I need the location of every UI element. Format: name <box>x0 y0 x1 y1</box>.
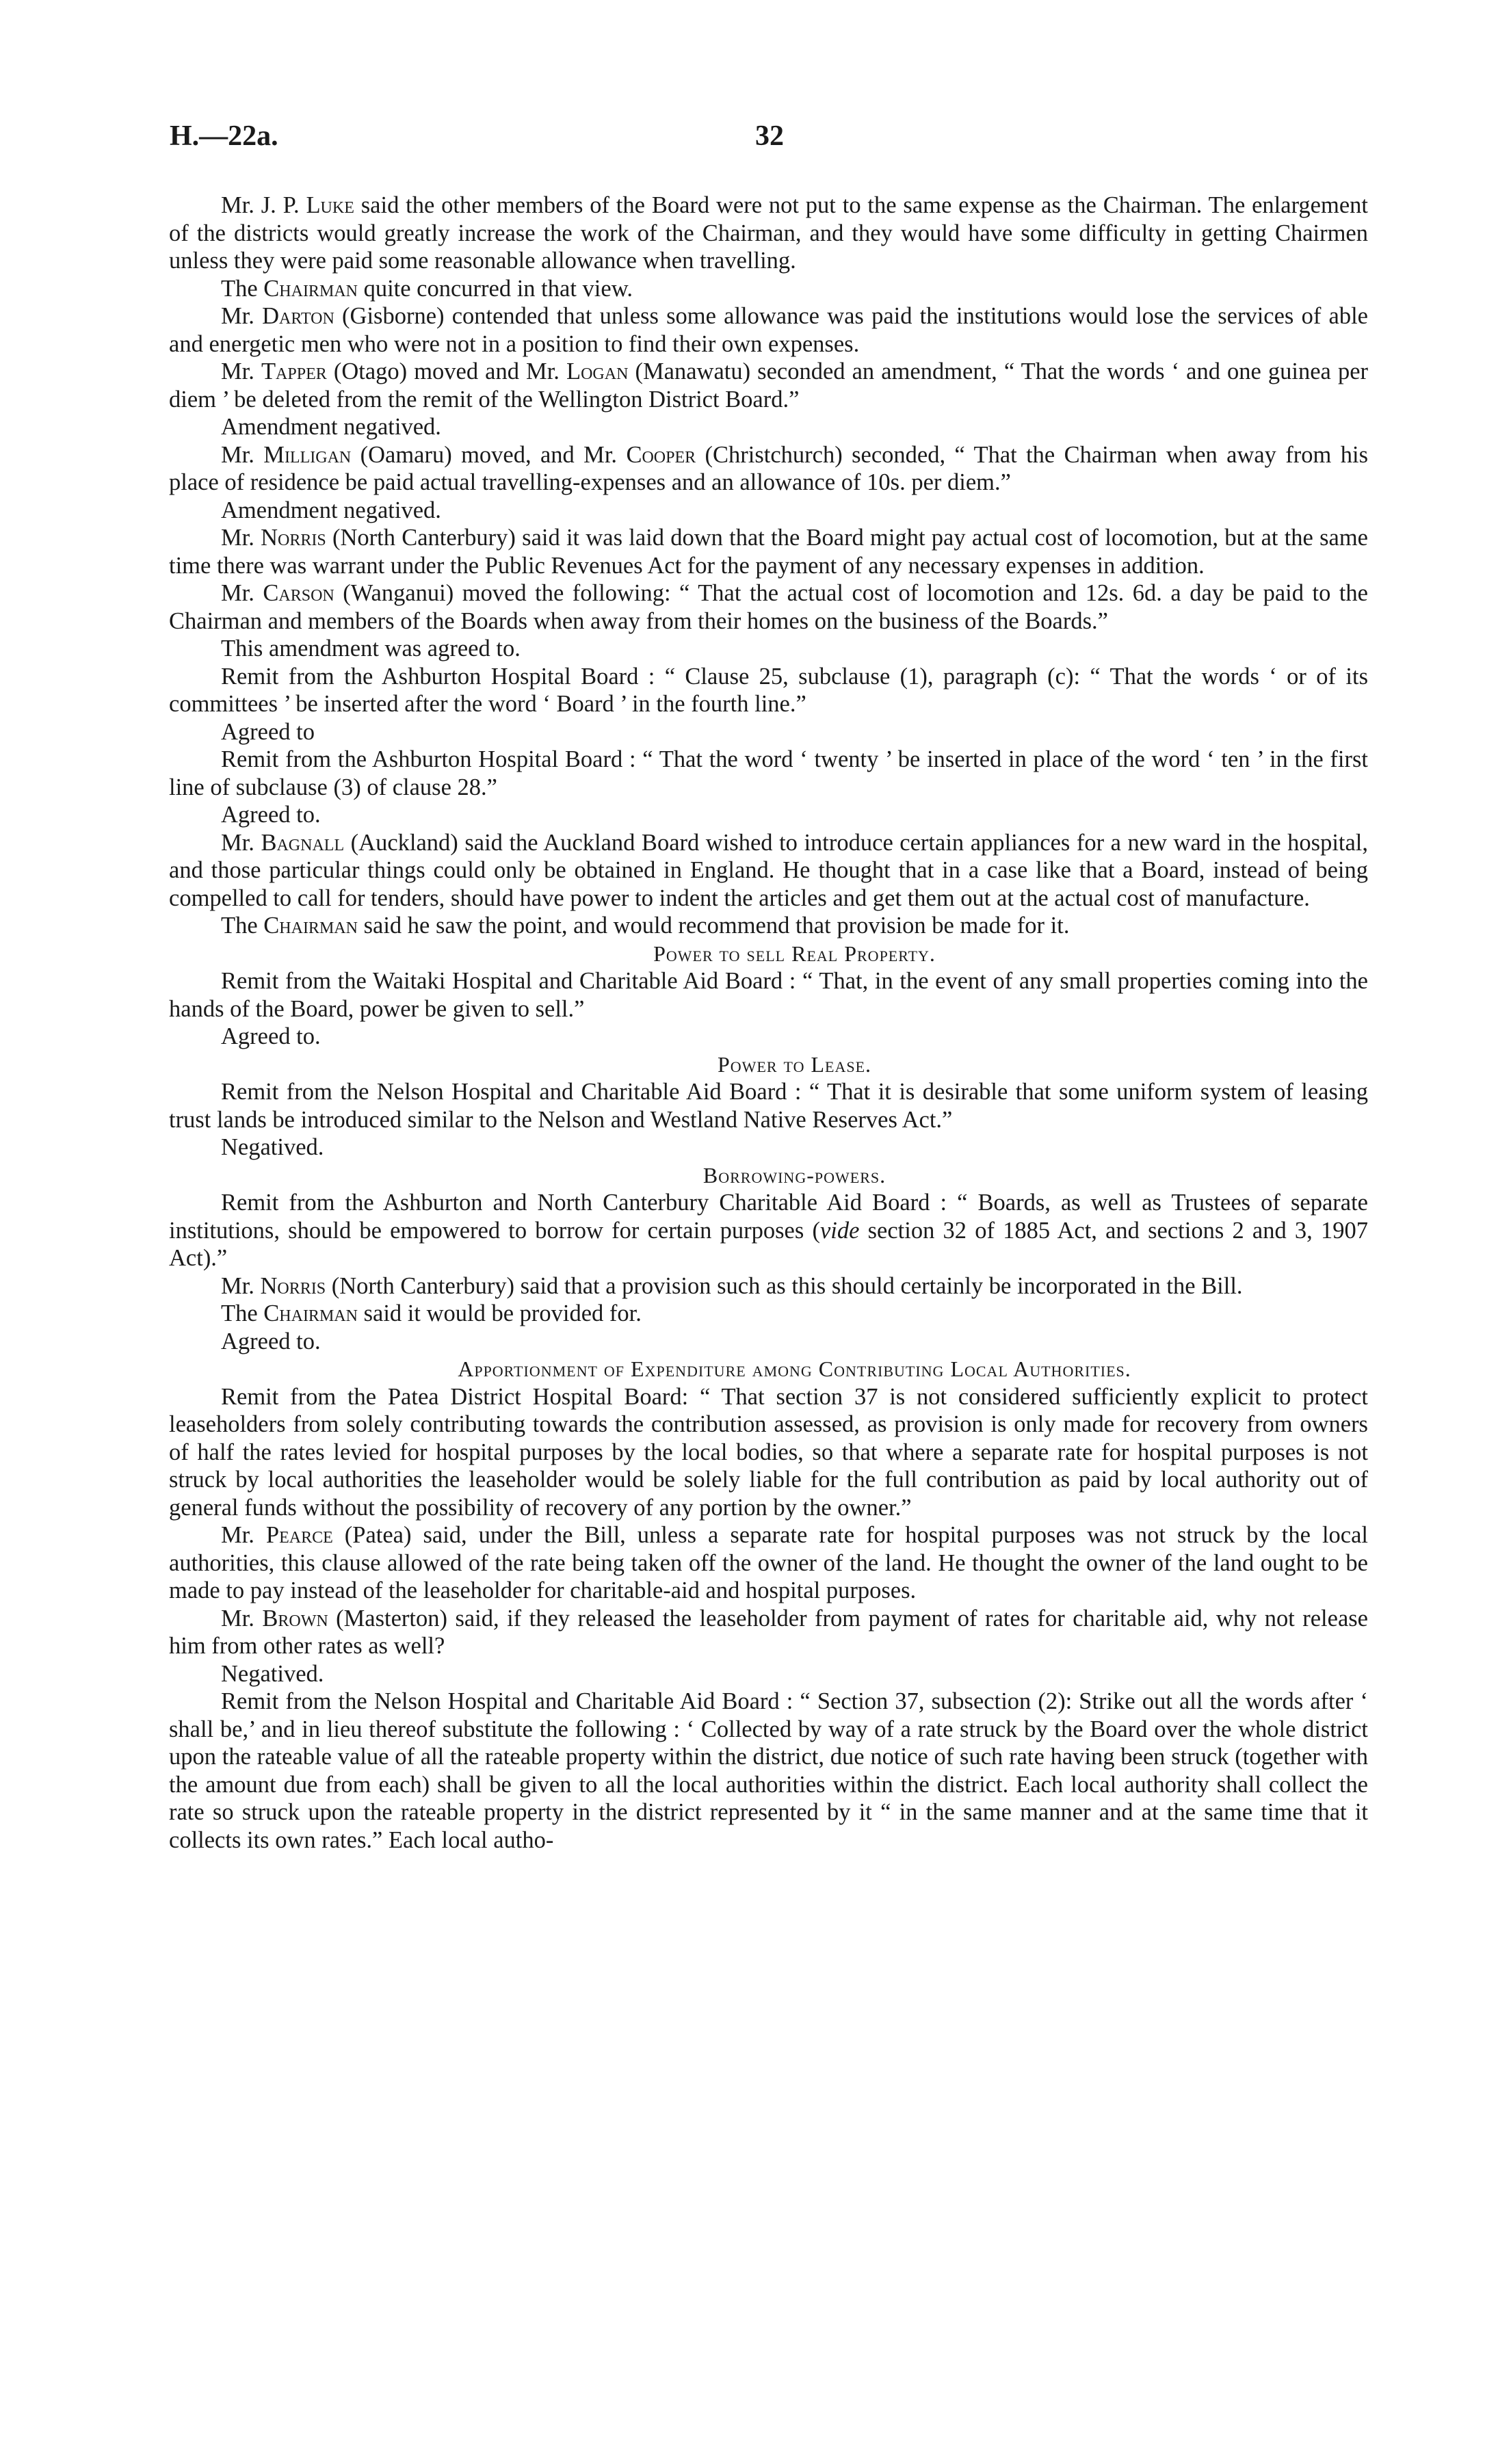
paragraph: Mr. Milligan (Oamaru) moved, and Mr. Cooper (Christchurch) seconded, “ That the Chairman when away from his place of residence be paid actual travelling-expenses and an allowance of 10s. per diem.” <box>169 441 1368 495</box>
paragraph: Mr. Norris (North Canterbury) said that a provision such as this should certainly be incorporated in the Bill. <box>221 1272 1243 1299</box>
paragraph: Mr. Carson (Wanganui) moved the following: “ That the actual cost of locomotion and 12s. 6d. a day be paid to the Chairman and members of the Boards when away from their homes on the business of the Boards.” <box>169 580 1368 634</box>
paragraph: Negatived. <box>221 1134 324 1160</box>
paragraph: Agreed to. <box>221 1328 321 1354</box>
paragraph: Mr. Norris (North Canterbury) said it was laid down that the Board might pay actual cost of locomotion, but at the same time there was warrant under the Public Revenues Act for the payment of any necessary expenses in addition. <box>169 525 1368 579</box>
paragraph: Mr. Darton (Gisborne) contended that unless some allowance was paid the institutions would lose the services of able and energetic men who were not in a position to find their own expenses. <box>169 303 1368 357</box>
paragraph: Remit from the Nelson Hospital and Charitable Aid Board : “ That it is desirable that some uniform system of leasing trust lands be introduced similar to the Nelson and Westland Native Reserves Act.” <box>169 1079 1368 1133</box>
document-body <box>169 192 1368 1854</box>
section-heading: Apportionment of Expenditure among Contributing Local Authorities. <box>458 1356 1131 1381</box>
paragraph: This amendment was agreed to. <box>221 635 521 661</box>
section-heading: Power to Lease. <box>717 1051 872 1077</box>
paragraph: Remit from the Ashburton and North Canterbury Charitable Aid Board : “ Boards, as well as Trustees of separate institutions, should be empowered to borrow for certain purposes (vide section 32 of 1885 Act, and sections 2 and 3, 1907 Act).” <box>169 1190 1368 1271</box>
paragraph: Mr. Bagnall (Auckland) said the Auckland Board wished to introduce certain appliances for a new ward in the hospital, and those particular things could only be obtained in England. He thought that in a case like that a Board, instead of being compelled to call for tenders, should have power to indent the articles and get them out at the actual cost of manufacture. <box>169 829 1369 911</box>
paragraph: Amendment negatived. <box>221 414 441 440</box>
section-heading: Borrowing-powers. <box>702 1162 886 1188</box>
paragraph: Remit from the Waitaki Hospital and Charitable Aid Board : “ That, in the event of any small properties coming into the hands of the Board, power be given to sell.” <box>169 968 1368 1022</box>
paragraph: Remit from the Ashburton Hospital Board : “ Clause 25, subclause (1), paragraph (c): “ That the words ‘ or of its committees ’ be inserted after the word ‘ Board ’ in the fourth line.” <box>169 663 1368 717</box>
paragraph: Remit from the Patea District Hospital Board: “ That section 37 is not considered sufficiently explicit to protect leaseholders from solely contributing towards the contribution assessed, as provision is only made for recovery from owners of half the rates levied for hospital purposes by the local bodies, so that where a separate rate for hospital purposes is not struck by local authorities the leaseholder would be solely liable for the full contribution as paid by local authority out of general funds without the possibility of recovery of any portion by the owner.” <box>169 1383 1368 1521</box>
section-heading: Power to sell Real Property. <box>653 941 936 966</box>
paragraph: Agreed to. <box>221 1023 321 1049</box>
document-reference: H.—22a. <box>170 120 278 152</box>
paragraph: Mr. Pearce (Patea) said, under the Bill, unless a separate rate for hospital purposes was not struck by the local authorities, this clause allowed of the rate being taken off the owner of the land. He thought the owner of the land ought to be made to pay instead of the leaseholder for charitable-aid and hospital purposes. <box>169 1522 1368 1603</box>
paragraph: Mr. Brown (Masterton) said, if they released the leaseholder from payment of rates for charitable aid, why not release him from other rates as well? <box>169 1605 1368 1659</box>
paragraph: Remit from the Nelson Hospital and Charitable Aid Board : “ Section 37, subsection (2): Strike out all the words after ‘ shall be,’ and in lieu thereof substitute the following : ‘ Collected by way of a rate struck by the Board over the whole district upon the rateable value of all the rateable property within the district, due notice of such rate having been struck (together with the amount due from each) shall be given to all the local authorities within the district. Each local authority shall collect the rate so struck upon the rateable property in the district represented by it “ in the same manner and at the same time that it collects its own rates.” Each local autho- <box>169 1688 1368 1853</box>
paragraph: Agreed to. <box>221 802 321 828</box>
paragraph: Agreed to <box>221 718 315 745</box>
paragraph: The Chairman quite concurred in that view. <box>221 275 633 302</box>
page-number: 32 <box>755 120 784 152</box>
paragraph: Negatived. <box>221 1660 324 1687</box>
page-header <box>170 120 1341 161</box>
paragraph: Mr. Tapper (Otago) moved and Mr. Logan (Manawatu) seconded an amendment, “ That the words ‘ and one guinea per diem ’ be deleted from the remit of the Wellington District Board.” <box>169 358 1368 412</box>
paragraph: The Chairman said he saw the point, and would recommend that provision be made for it. <box>221 913 1070 939</box>
paragraph: Amendment negatived. <box>221 497 441 523</box>
paragraph: The Chairman said it would be provided for. <box>221 1300 642 1326</box>
paragraph: Mr. J. P. Luke said the other members of the Board were not put to the same expense as the Chairman. The enlargement of the districts would greatly increase the work of the Chairman, and they would have some difficulty in getting Chairmen unless they were paid some reasonable allowance when travelling. <box>169 192 1368 274</box>
paragraph: Remit from the Ashburton Hospital Board : “ That the word ‘ twenty ’ be inserted in place of the word ‘ ten ’ in the first line of subclause (3) of clause 28.” <box>169 746 1368 800</box>
